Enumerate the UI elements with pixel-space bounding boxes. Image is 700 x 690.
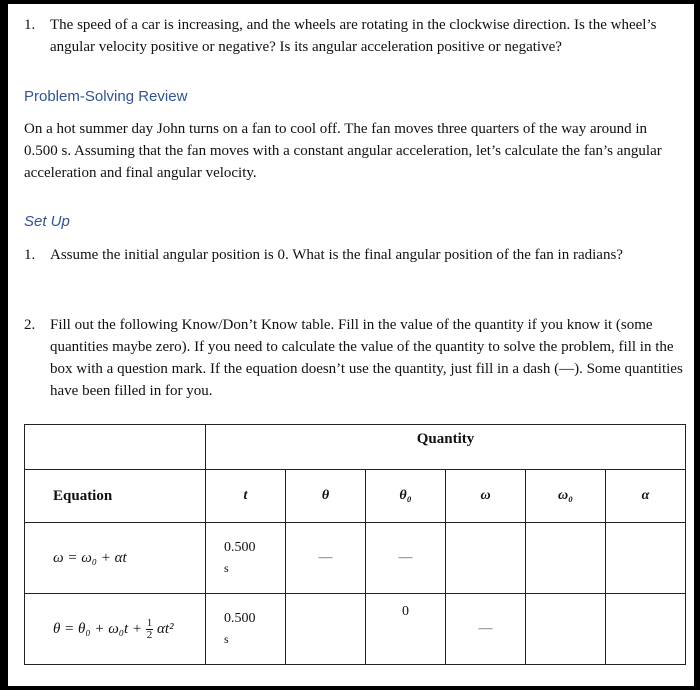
col-theta0: θ₀ xyxy=(366,470,446,523)
question-1-text: The speed of a car is increasing, and the wheels are rotating in the clockwise direction. Is the wheel’s angular velocity positive or negative? Is its angular acceleration positive or negative? xyxy=(50,17,657,55)
equation-fraction xyxy=(146,618,154,641)
t-value: 0.500 xyxy=(224,540,256,555)
equation-cell xyxy=(25,594,206,665)
setup-item-2-number: 2. xyxy=(24,317,36,333)
fraction-denominator: 2 xyxy=(146,628,153,641)
table-header-row xyxy=(25,425,686,470)
quantity-header: Quantity xyxy=(206,425,686,470)
omega0-cell[interactable] xyxy=(526,594,606,665)
col-theta: θ xyxy=(286,470,366,523)
omega-cell[interactable] xyxy=(446,523,526,594)
col-omega0: ω₀ xyxy=(526,470,606,523)
setup-item-1-number: 1. xyxy=(24,247,36,263)
equation-cell: ω = ω₀ + αt xyxy=(25,523,206,594)
alpha-cell[interactable] xyxy=(606,594,686,665)
t-cell[interactable] xyxy=(206,594,286,665)
setup-item-1 xyxy=(24,244,684,266)
theta-cell[interactable] xyxy=(286,594,366,665)
know-dont-know-table xyxy=(24,424,686,665)
setup-heading: Set Up xyxy=(24,213,70,230)
question-1 xyxy=(24,14,684,58)
t-unit: s xyxy=(224,632,229,646)
theta-cell[interactable]: — xyxy=(286,523,366,594)
equation-header: Equation xyxy=(25,470,206,523)
equation-main: θ = θ₀ + ω₀t + xyxy=(53,620,143,637)
col-omega: ω xyxy=(446,470,526,523)
question-1-number: 1. xyxy=(24,17,36,33)
setup-item-2 xyxy=(24,314,684,402)
table-row xyxy=(25,594,686,665)
setup-item-1-text: Assume the initial angular position is 0. What is the final angular position of the fan in radians? xyxy=(50,247,623,263)
t-unit: s xyxy=(224,561,229,575)
document-page xyxy=(8,4,694,686)
alpha-cell[interactable] xyxy=(606,523,686,594)
col-t: t xyxy=(206,470,286,523)
fraction-numerator: 1 xyxy=(146,616,153,629)
theta0-cell[interactable]: 0 xyxy=(366,594,446,665)
omega0-cell[interactable] xyxy=(526,523,606,594)
equation-tail: αt² xyxy=(157,620,174,637)
review-paragraph: On a hot summer day John turns on a fan to cool off. The fan moves three quarters of the way around in 0.500 s. Assuming that the fan moves with a constant angular acceleration, let’s calculate the fan’s angular acceleration and final angular velocity. xyxy=(24,121,662,181)
t-value: 0.500 xyxy=(224,611,256,626)
blank-header-cell xyxy=(25,425,206,470)
col-alpha: α xyxy=(606,470,686,523)
omega-cell[interactable]: — xyxy=(446,594,526,665)
t-cell[interactable] xyxy=(206,523,286,594)
review-heading: Problem-Solving Review xyxy=(24,88,188,105)
setup-item-2-text: Fill out the following Know/Don’t Know table. Fill in the value of the quantity if you know it (some quantities maybe zero). If you need to calculate the value of the quantity to solve the problem, fill in the box with a question mark. If the equation doesn’t use the quantity, just fill in a dash (—). Some quantities have been filled in for you. xyxy=(50,317,683,399)
theta0-cell[interactable]: — xyxy=(366,523,446,594)
column-header-row xyxy=(25,470,686,523)
table-row xyxy=(25,523,686,594)
